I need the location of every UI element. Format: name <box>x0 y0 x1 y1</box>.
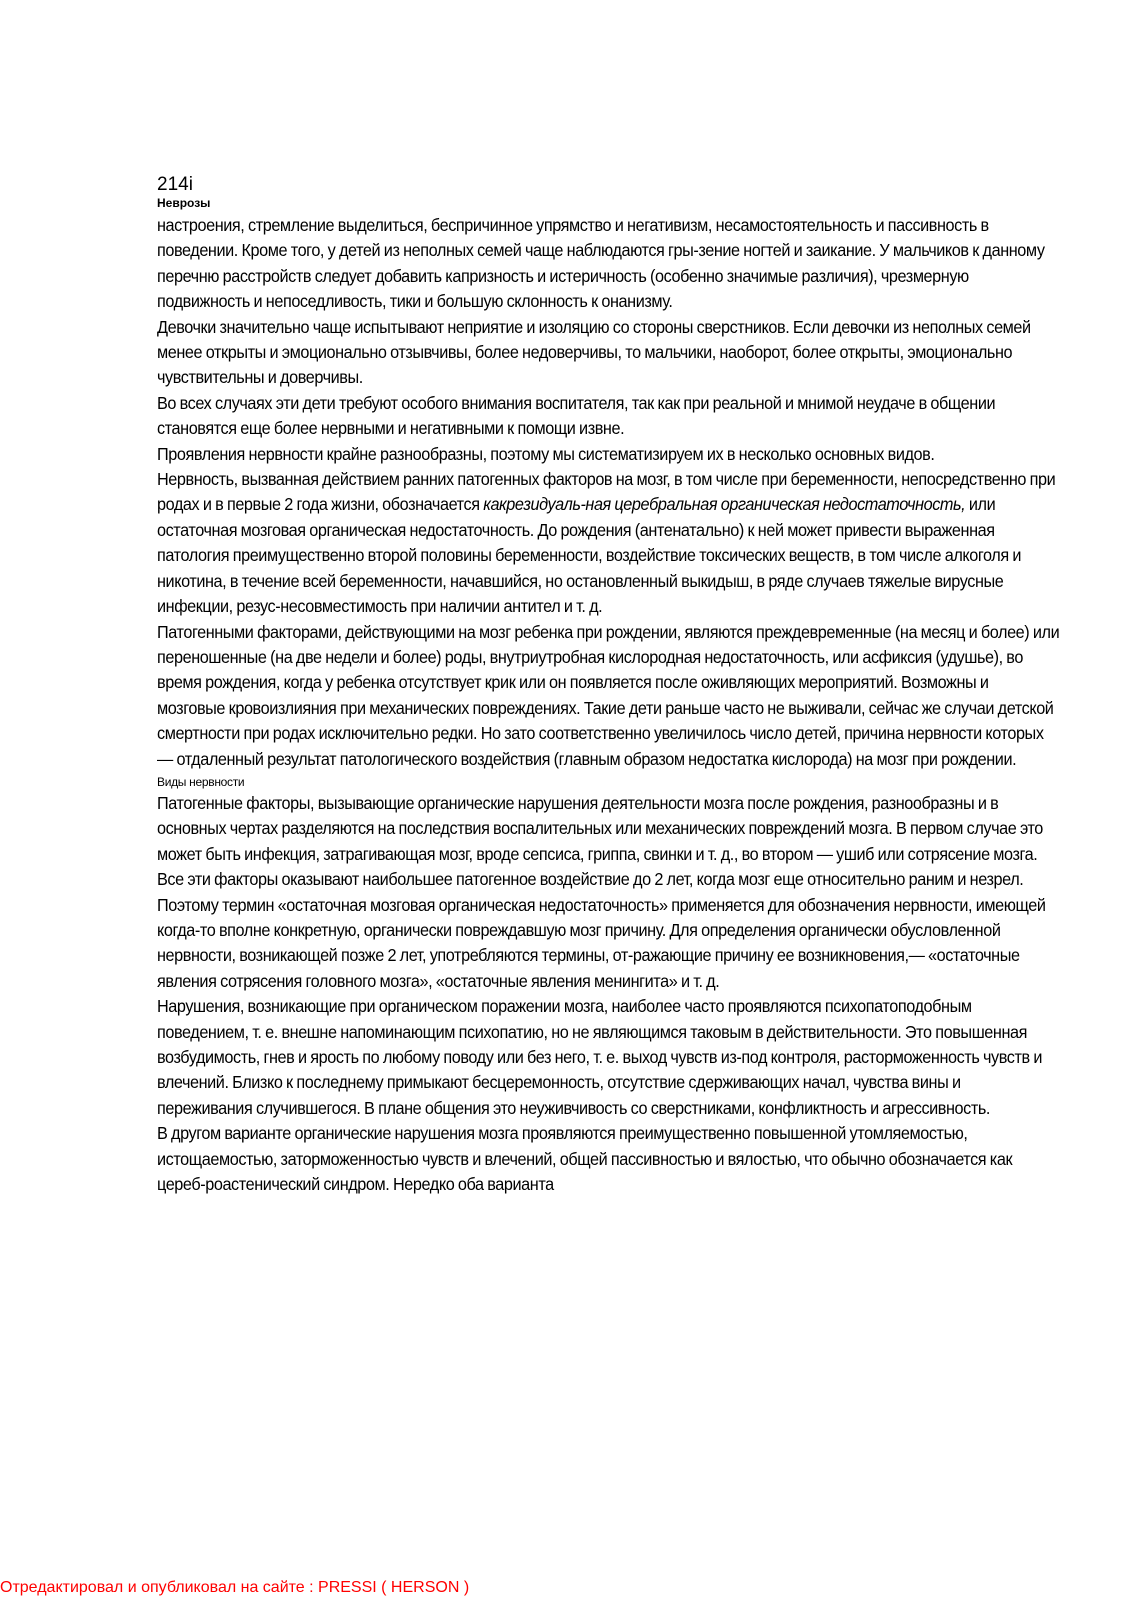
page-number: 214i <box>157 174 193 195</box>
paragraph-5-start: Нервность, вызванная действием ранних патогенных факторов на мозг, в том числе при беременности, непосредственно при родах и в первые 2 года жизни, обозначается <box>157 469 1056 515</box>
paragraph-7: Патогенные факторы, вызывающие органические нарушения деятельности мозга после рождения, разнообразны и в основных чертах разделяются на последствия воспалительных или механических повреждений мозга. В первом случае это может быть инфекция, затрагивающая мозг, вроде сепсиса, гриппа, свинки и т. д., во втором — ушиб или сотрясение мозга. Все эти факторы оказывают наибольшее патогенное воздействие до 2 лет, когда мозг еще относительно раним и незрел. Поэтому термин «остаточная мозговая органическая недостаточность» применяется для обозначения нервности, имеющей когда-то вполне конкретную, органически повреждавшую мозг причину. Для определения органически обусловленной нервности, возникающей позже 2 лет, употребляются термины, от-ражающие причину ее возникновения,— «остаточные явления сотрясения головного мозга», «остаточные явления менингита» и т. д. <box>157 792 1046 991</box>
paragraph-3: Во всех случаях эти дети требуют особого внимания воспитателя, так как при реальной и мнимой неудаче в общении становятся еще более нервными и негативными к помощи извне. <box>157 392 996 439</box>
paragraph-5 <box>157 467 1059 619</box>
paragraph-4: Проявления нервности крайне разнообразны, поэтому мы систематизируем их в несколько основных видов. <box>157 443 935 464</box>
paragraph-6: Патогенными факторами, действующими на мозг ребенка при рождении, являются преждевременные (на месяц и более) или переношенные (на две недели и более) роды, внутриутробная кислородная недостаточность, или асфиксия (удушье), во время рождения, когда у ребенка отсутствует крик или он появляется после оживляющих мероприятий. Возможны и мозговые кровоизлияния при механических повреждениях. Такие дети раньше часто не выживали, сейчас же случаи детской смертности при родах исключительно редки. Но зато соответственно увеличилось число детей, причина нервности которых — отдаленный результат патологического воздействия (главным образом недостатка кислорода) на мозг при рождении. <box>157 621 1060 769</box>
paragraph-9: В другом варианте органические нарушения мозга проявляются преимущественно повышенной утомляемостью, истощаемостью, заторможенностью чувств и влечений, общей пассивностью и вялостью, что обычно обозначается как цереб-роастенический синдром. Нередко оба варианта <box>157 1123 1013 1195</box>
paragraph-2: Девочки значительно чаще испытывают неприятие и изоляцию со стороны сверстников. Если девочки из неполных семей менее открыты и эмоционально отзывчивы, более недоверчивы, то мальчики, наоборот, более открыты, эмоционально чувствительны и доверчивы. <box>157 316 1031 388</box>
section-subheading: Виды нервности <box>157 774 245 789</box>
document-page <box>157 174 1059 1197</box>
paragraph-8: Нарушения, возникающие при органическом поражении мозга, наиболее часто проявляются психопатоподобным поведением, т. е. внешне напоминающим психопатию, но не являющимся таковым в действительности. Это повышенная возбудимость, гнев и ярость по любому поводу или без него, т. е. выход чувств из-под контроля, расторможенность чувств и влечений. Близко к последнему примыкают бесцеремонность, отсутствие сдерживающих начал, чувства вины и переживания случившегося. В плане общения это неуживчивость со сверстниками, конфликтность и агрессивность. <box>157 996 1042 1118</box>
publisher-credit: Отредактировал и опубликовал на сайте : PRESSI ( HERSON ) <box>0 1579 470 1596</box>
paragraph-5-end: или остаточная мозговая органическая недостаточность. До рождения (антенатально) к ней может привести выраженная патология преимущественно второй половины беременности, воздействие токсических веществ, в том числе алкоголя и никотина, в течение всей беременности, начавшийся, но остановленный выкидыш, в ряде случаев тяжелые вирусные инфекции, резус-несовместимость при наличии антител и т. д. <box>157 494 1021 617</box>
paragraph-5-italic-term: какрезидуаль-ная церебральная органическая недостаточность, <box>483 494 966 515</box>
running-title: Неврозы <box>157 196 211 210</box>
paragraph-1: настроения, стремление выделиться, беспричинное упрямство и негативизм, несамостоятельность и пассивность в поведении. Кроме того, у детей из неполных семей чаще наблюдаются гры-зение ногтей и заикание. У мальчиков к данному перечню расстройств следует добавить капризность и истеричность (особенно значимые различия), чрезмерную подвижность и непоседливость, тики и большую склонность к онанизму. <box>157 215 1045 312</box>
